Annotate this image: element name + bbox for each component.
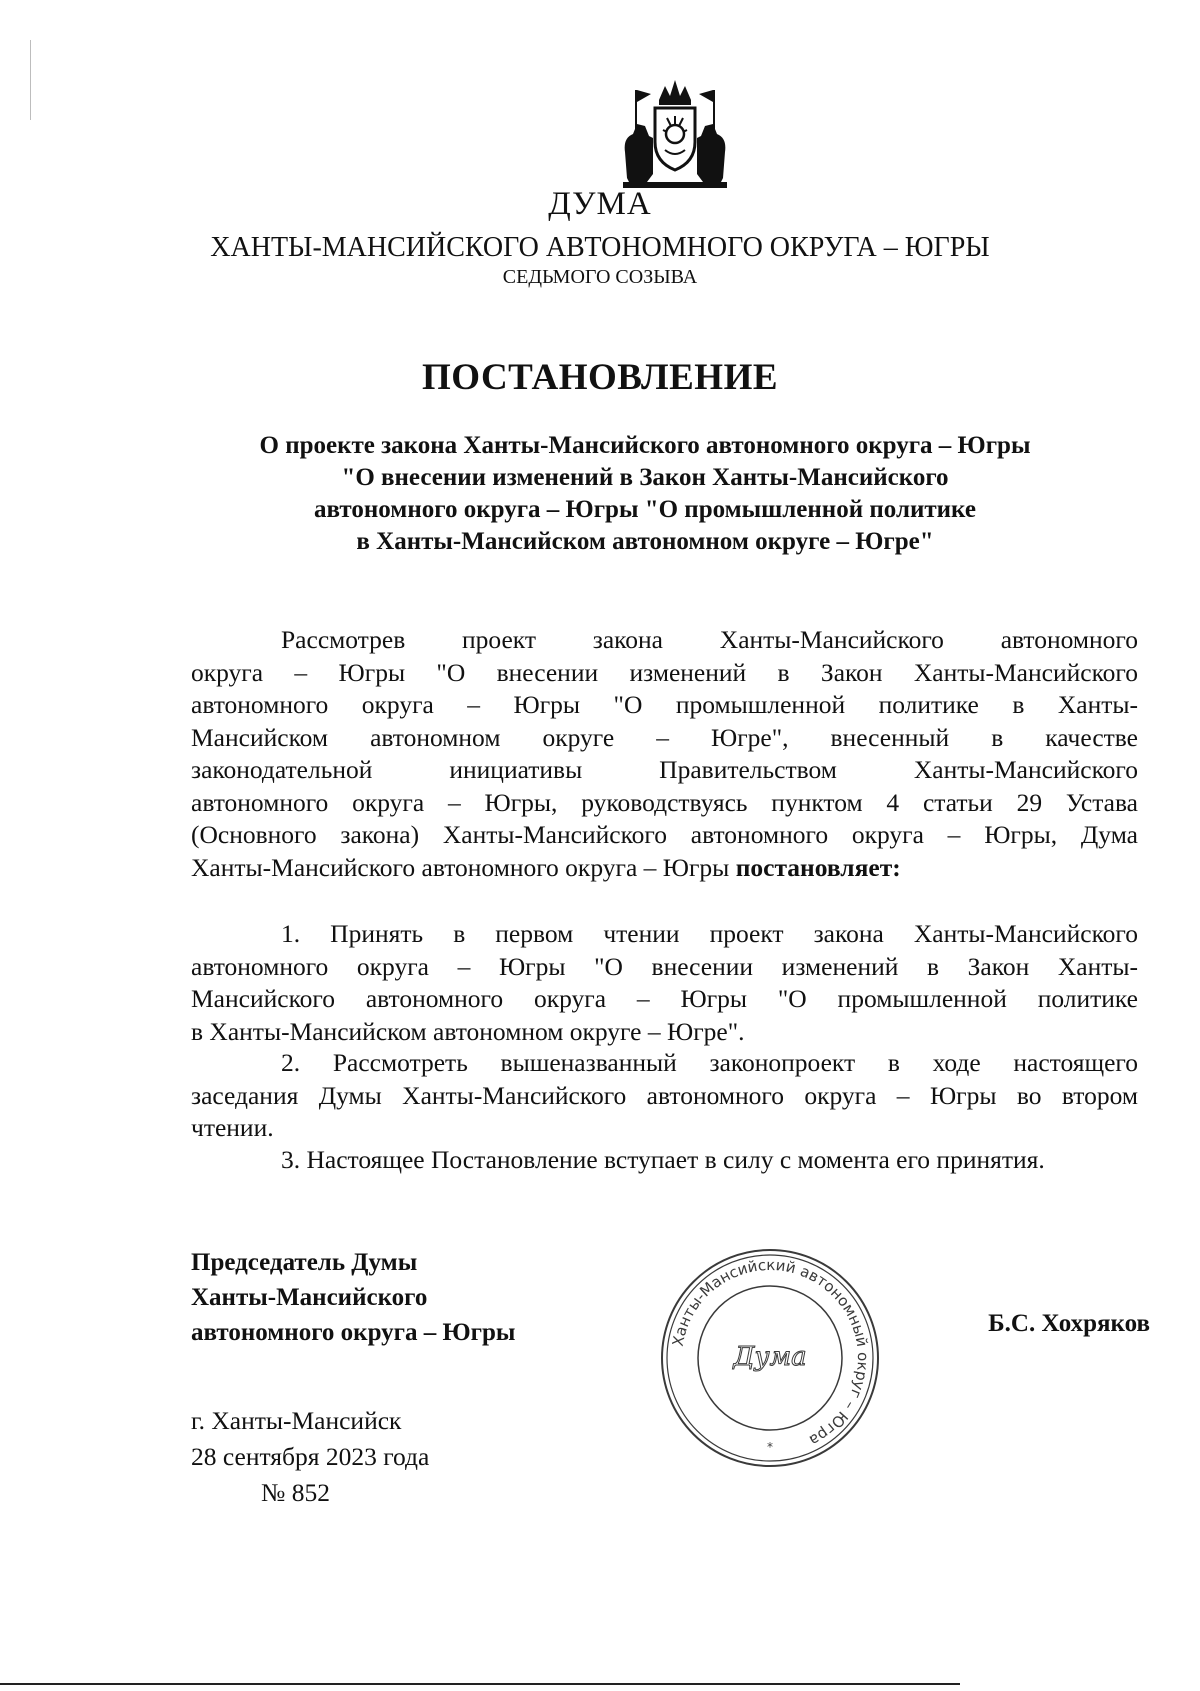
text-line: автономного округа – Югры "О промышленной политике в Ханты- <box>191 690 1138 719</box>
text-line: 2. Рассмотреть вышеназванный законопроект в ходе настоящего <box>281 1048 1138 1077</box>
document-footer <box>191 1403 511 1511</box>
document-type: ПОСТАНОВЛЕНИЕ <box>421 357 779 398</box>
text-line: заседания Думы Ханты-Мансийского автономного округа – Югры во втором <box>191 1080 1138 1110</box>
signatory-title-line: автономного округа – Югры <box>191 1319 516 1346</box>
text-line: 1. Принять в первом чтении проект закона Ханты-Мансийского <box>281 919 1138 948</box>
text-line: округа – Югры "О внесении изменений в Закон Ханты-Мансийского <box>191 657 1138 687</box>
text-line <box>191 852 1138 885</box>
official-seal <box>655 1243 885 1473</box>
preamble-paragraph <box>191 624 1138 884</box>
text-line: чтении. <box>191 1113 274 1142</box>
signatory-title-line: Ханты-Мансийского <box>191 1284 428 1311</box>
bottom-divider <box>0 1683 960 1685</box>
text-line: 3. Настоящее Постановление вступает в силу с момента его принятия. <box>281 1145 1045 1174</box>
text-line: Мансийского автономного округа – Югры "О промышленной политике <box>191 984 1138 1013</box>
resolves-keyword: постановляет: <box>735 852 901 882</box>
text-line: законодательной инициативы Правительством Ханты-Мансийского <box>191 755 1138 784</box>
subject-line: автономного округа – Югры "О промышленной политике <box>314 496 976 523</box>
text-line: Мансийском автономном округе – Югре", внесенный в качестве <box>191 722 1138 752</box>
resolution-item-3 <box>191 1144 1138 1177</box>
resolution-item-1 <box>191 918 1138 1048</box>
signatory-title-line: Председатель Думы <box>191 1249 418 1276</box>
signatory-title <box>191 1245 611 1350</box>
text-line: Рассмотрев проект закона Ханты-Мансийского автономного <box>281 625 1138 654</box>
text-line: автономного округа – Югры "О внесении изменений в Закон Ханты- <box>191 951 1138 981</box>
resolution-item-2 <box>191 1047 1138 1145</box>
convocation: СЕДЬМОГО СОЗЫВА <box>502 266 698 288</box>
seal-center-text: Дума <box>733 1342 807 1372</box>
seal-star: * <box>767 1440 773 1454</box>
document-number: № 852 <box>261 1478 330 1507</box>
seal-ring-text: Ханты-Мансийский автономный округ – Югра <box>668 1255 873 1450</box>
document-date: 28 сентября 2023 года <box>191 1442 430 1471</box>
subject-line: О проекте закона Ханты-Мансийского автономного округа – Югры <box>259 432 1031 459</box>
signatory-name: Б.С. Хохряков <box>988 1310 1150 1337</box>
subject-line: в Ханты-Мансийском автономном округе – Югре" <box>356 528 934 555</box>
scan-artifact <box>30 40 31 120</box>
city: г. Ханты-Мансийск <box>191 1406 402 1435</box>
text-line: автономного округа – Югры, руководствуясь пунктом 4 статьи 29 Устава <box>191 787 1138 817</box>
org-full-name: ХАНТЫ-МАНСИЙСКОГО АВТОНОМНОГО ОКРУГА – ЮГРЫ <box>210 232 990 263</box>
text-line: в Ханты-Мансийском автономном округе – Югре". <box>191 1016 745 1046</box>
text-line: (Основного закона) Ханты-Мансийского автономного округа – Югры, Дума <box>191 820 1138 849</box>
subject-line: "О внесении изменений в Закон Ханты-Мансийского <box>341 464 949 491</box>
document-subject <box>190 430 1100 558</box>
coat-of-arms-icon <box>615 78 735 190</box>
preamble-tail: Ханты-Мансийского автономного округа – Югры <box>191 852 736 882</box>
org-title: ДУМА <box>548 186 652 222</box>
